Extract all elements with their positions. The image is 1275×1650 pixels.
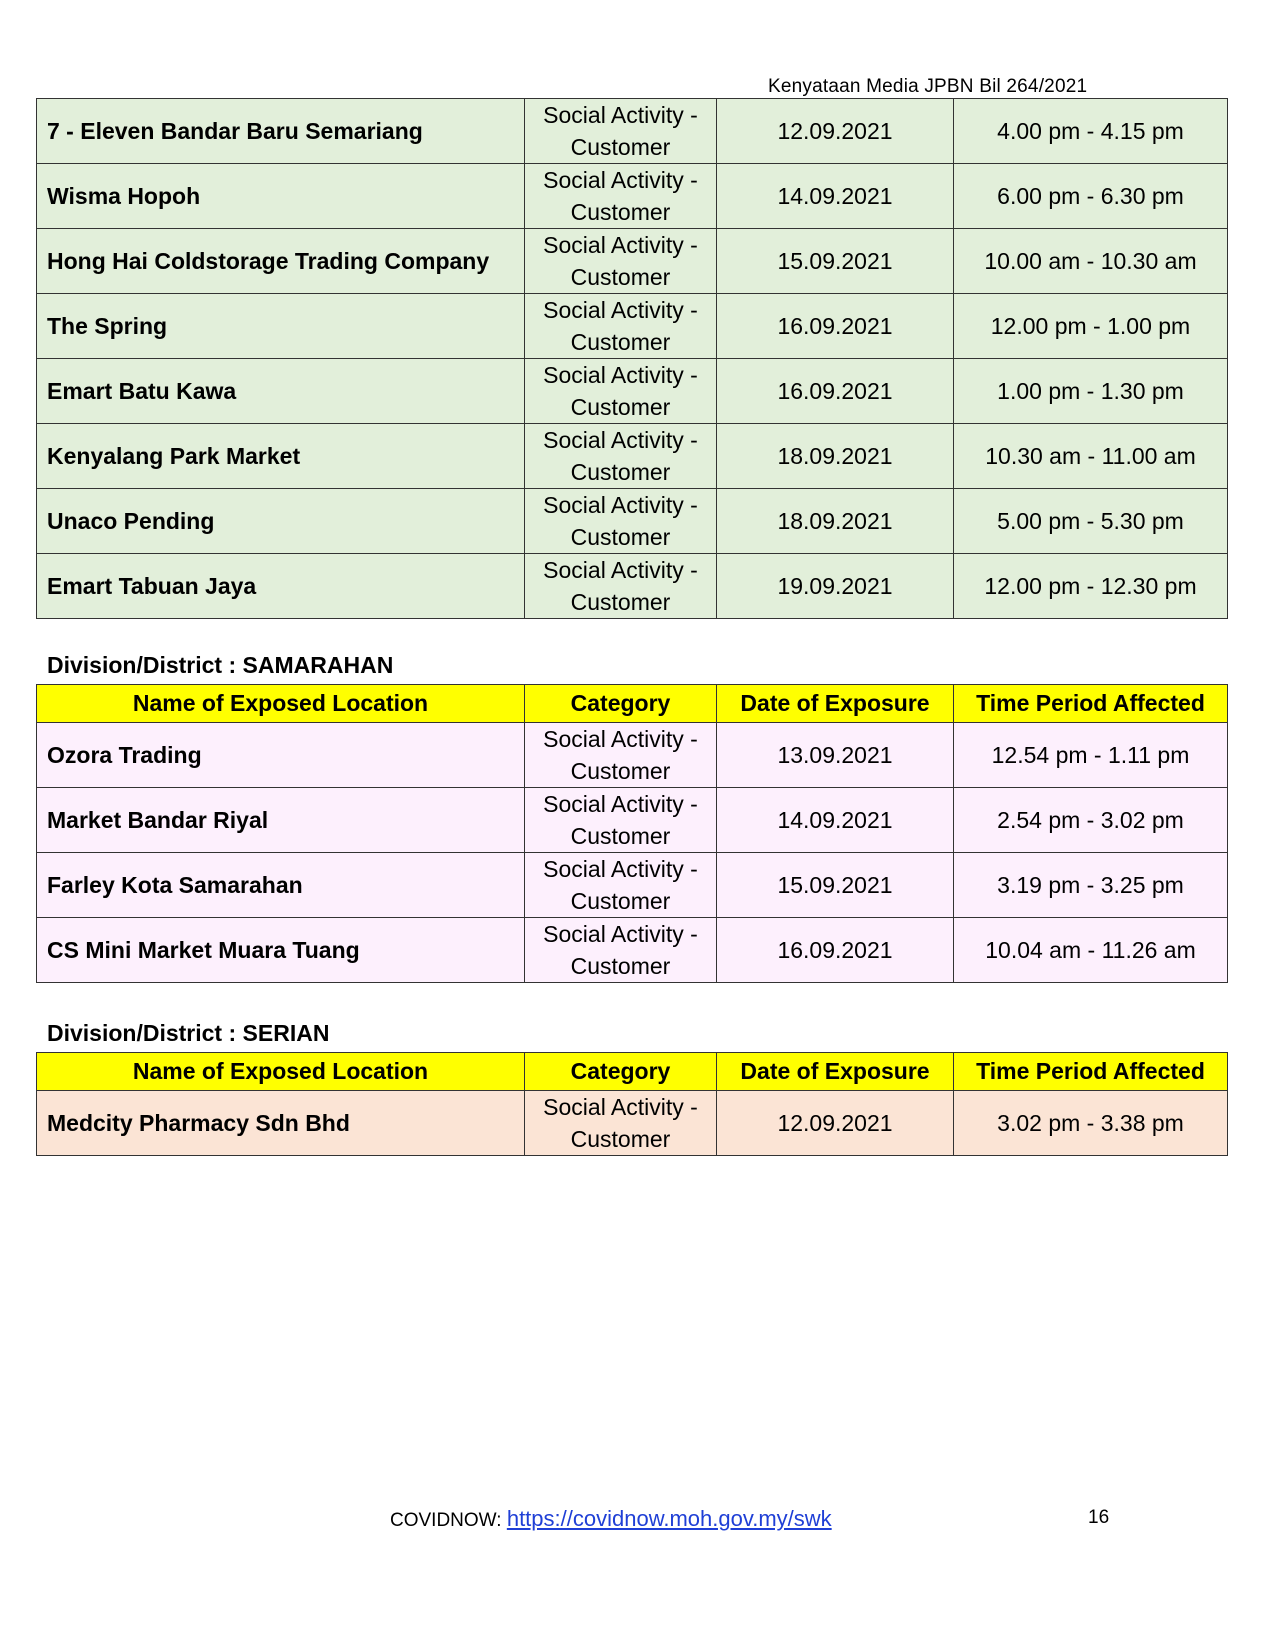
table-row (37, 489, 1228, 554)
table-row (37, 853, 1228, 918)
date-cell: 12.09.2021 (717, 1091, 954, 1156)
category-cell (525, 489, 717, 554)
time-period-cell: 3.19 pm - 3.25 pm (954, 853, 1228, 918)
date-cell: 14.09.2021 (717, 164, 954, 229)
time-period-cell: 4.00 pm - 4.15 pm (954, 99, 1228, 164)
location-cell: Wisma Hopoh (37, 164, 525, 229)
time-period-cell: 5.00 pm - 5.30 pm (954, 489, 1228, 554)
category-line-2: Customer (570, 199, 671, 225)
column-header-category: Category (525, 685, 717, 723)
time-period-cell: 12.00 pm - 1.00 pm (954, 294, 1228, 359)
table-row (37, 294, 1228, 359)
category-cell (525, 554, 717, 619)
category-line-1: Social Activity - (543, 791, 698, 817)
table-row (37, 359, 1228, 424)
time-period-cell: 2.54 pm - 3.02 pm (954, 788, 1228, 853)
table-row (37, 1091, 1228, 1156)
footer (390, 1506, 832, 1532)
category-cell (525, 723, 717, 788)
date-cell: 18.09.2021 (717, 489, 954, 554)
serian-exposure-table (36, 1052, 1228, 1156)
column-header-category: Category (525, 1053, 717, 1091)
category-line-2: Customer (570, 888, 671, 914)
time-period-cell: 10.04 am - 11.26 am (954, 918, 1228, 983)
date-cell: 15.09.2021 (717, 853, 954, 918)
category-line-2: Customer (570, 953, 671, 979)
category-line-1: Social Activity - (543, 297, 698, 323)
time-period-cell: 3.02 pm - 3.38 pm (954, 1091, 1228, 1156)
category-line-2: Customer (570, 524, 671, 550)
category-line-2: Customer (570, 459, 671, 485)
category-cell (525, 99, 717, 164)
category-cell (525, 424, 717, 489)
category-line-2: Customer (570, 589, 671, 615)
category-cell (525, 294, 717, 359)
covidnow-link[interactable]: https://covidnow.moh.gov.my/swk (506, 1506, 832, 1531)
category-line-1: Social Activity - (543, 427, 698, 453)
location-cell: Emart Tabuan Jaya (37, 554, 525, 619)
samarahan-exposure-table (36, 684, 1228, 983)
location-cell: Market Bandar Riyal (37, 788, 525, 853)
category-line-2: Customer (570, 1126, 671, 1152)
category-cell (525, 359, 717, 424)
category-line-2: Customer (570, 329, 671, 355)
document-reference: Kenyataan Media JPBN Bil 264/2021 (768, 76, 1088, 97)
category-line-1: Social Activity - (543, 1094, 698, 1120)
location-cell: Emart Batu Kawa (37, 359, 525, 424)
table-row (37, 723, 1228, 788)
category-line-1: Social Activity - (543, 362, 698, 388)
location-cell: Hong Hai Coldstorage Trading Company (37, 229, 525, 294)
category-cell (525, 788, 717, 853)
footer-label: COVIDNOW: (390, 1510, 507, 1531)
category-line-2: Customer (570, 823, 671, 849)
category-cell (525, 853, 717, 918)
location-cell: Unaco Pending (37, 489, 525, 554)
category-line-1: Social Activity - (543, 232, 698, 258)
date-cell: 16.09.2021 (717, 359, 954, 424)
date-cell: 12.09.2021 (717, 99, 954, 164)
location-cell: CS Mini Market Muara Tuang (37, 918, 525, 983)
category-line-2: Customer (570, 758, 671, 784)
division-heading-serian: Division/District : SERIAN (47, 1020, 330, 1046)
time-period-cell: 10.30 am - 11.00 am (954, 424, 1228, 489)
kuching-exposure-table (36, 98, 1228, 619)
table-row (37, 164, 1228, 229)
table-row (37, 918, 1228, 983)
date-cell: 16.09.2021 (717, 294, 954, 359)
location-cell: Kenyalang Park Market (37, 424, 525, 489)
date-cell: 14.09.2021 (717, 788, 954, 853)
table-row (37, 424, 1228, 489)
table-row (37, 788, 1228, 853)
column-header-date: Date of Exposure (717, 1053, 954, 1091)
category-line-1: Social Activity - (543, 102, 698, 128)
location-cell: Medcity Pharmacy Sdn Bhd (37, 1091, 525, 1156)
category-line-1: Social Activity - (543, 856, 698, 882)
time-period-cell: 12.00 pm - 12.30 pm (954, 554, 1228, 619)
date-cell: 18.09.2021 (717, 424, 954, 489)
category-line-1: Social Activity - (543, 726, 698, 752)
location-cell: 7 - Eleven Bandar Baru Semariang (37, 99, 525, 164)
table-row (37, 229, 1228, 294)
category-line-1: Social Activity - (543, 492, 698, 518)
time-period-cell: 10.00 am - 10.30 am (954, 229, 1228, 294)
date-cell: 16.09.2021 (717, 918, 954, 983)
date-cell: 15.09.2021 (717, 229, 954, 294)
table-header-row (37, 685, 1228, 723)
category-line-2: Customer (570, 394, 671, 420)
table-row (37, 554, 1228, 619)
column-header-time: Time Period Affected (954, 685, 1228, 723)
table-row (37, 99, 1228, 164)
date-cell: 19.09.2021 (717, 554, 954, 619)
category-line-1: Social Activity - (543, 167, 698, 193)
time-period-cell: 1.00 pm - 1.30 pm (954, 359, 1228, 424)
column-header-location: Name of Exposed Location (37, 1053, 525, 1091)
time-period-cell: 12.54 pm - 1.11 pm (954, 723, 1228, 788)
category-cell (525, 1091, 717, 1156)
page-number: 16 (1088, 1507, 1110, 1528)
column-header-time: Time Period Affected (954, 1053, 1228, 1091)
table-header-row (37, 1053, 1228, 1091)
location-cell: Ozora Trading (37, 723, 525, 788)
location-cell: The Spring (37, 294, 525, 359)
column-header-location: Name of Exposed Location (37, 685, 525, 723)
category-line-2: Customer (570, 264, 671, 290)
date-cell: 13.09.2021 (717, 723, 954, 788)
location-cell: Farley Kota Samarahan (37, 853, 525, 918)
time-period-cell: 6.00 pm - 6.30 pm (954, 164, 1228, 229)
category-line-1: Social Activity - (543, 557, 698, 583)
category-cell (525, 164, 717, 229)
column-header-date: Date of Exposure (717, 685, 954, 723)
division-heading-samarahan: Division/District : SAMARAHAN (47, 652, 394, 678)
category-line-2: Customer (570, 134, 671, 160)
category-line-1: Social Activity - (543, 921, 698, 947)
category-cell (525, 229, 717, 294)
category-cell (525, 918, 717, 983)
